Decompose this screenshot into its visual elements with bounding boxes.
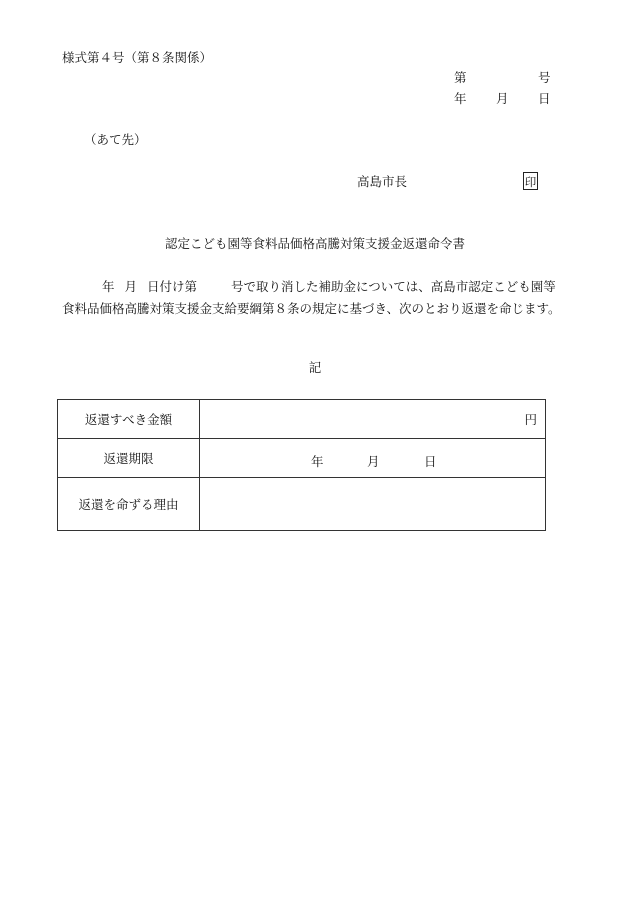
body-paragraph <box>62 276 568 320</box>
seal-mark: 印 <box>523 172 538 190</box>
document-number-prefix: 第 <box>454 70 467 85</box>
amount-value: 円 <box>200 400 546 439</box>
deadline-year: 年 <box>311 454 324 469</box>
table-row <box>58 400 546 439</box>
document-number-suffix: 号 <box>538 70 551 85</box>
deadline-day: 日 <box>424 454 437 469</box>
form-number: 様式第４号（第８条関係） <box>62 50 213 65</box>
issue-date-year: 年 <box>454 91 467 106</box>
document-number-line <box>0 72 630 86</box>
reason-value <box>200 478 546 531</box>
body-main-text: 号で取り消した補助金については、高島市認定こども園等食料品価格高騰対策支援金支給要綱第８条の規定に基づき、次のとおり返還を命じます。 <box>62 279 561 316</box>
document-title: 認定こども園等食料品価格高騰対策支援金返還命令書 <box>164 236 465 251</box>
issue-date-month: 月 <box>496 91 509 106</box>
refund-table <box>57 399 546 531</box>
issue-date-day: 日 <box>538 91 551 106</box>
body-year: 年 <box>102 279 115 294</box>
deadline-value <box>200 439 546 478</box>
table-row <box>58 478 546 531</box>
amount-label: 返還すべき金額 <box>58 400 200 439</box>
deadline-month: 月 <box>367 454 380 469</box>
ki-heading: 記 <box>308 360 322 375</box>
body-month: 月 <box>124 279 138 294</box>
table-row <box>58 439 546 478</box>
reason-label: 返還を命ずる理由 <box>58 478 200 531</box>
body-day-ref: 日付け第 <box>147 279 198 294</box>
addressee-label: （あて先） <box>84 132 147 147</box>
deadline-label: 返還期限 <box>58 439 200 478</box>
issue-date-line <box>0 93 630 107</box>
issuer-name: 高島市長 <box>357 174 408 189</box>
